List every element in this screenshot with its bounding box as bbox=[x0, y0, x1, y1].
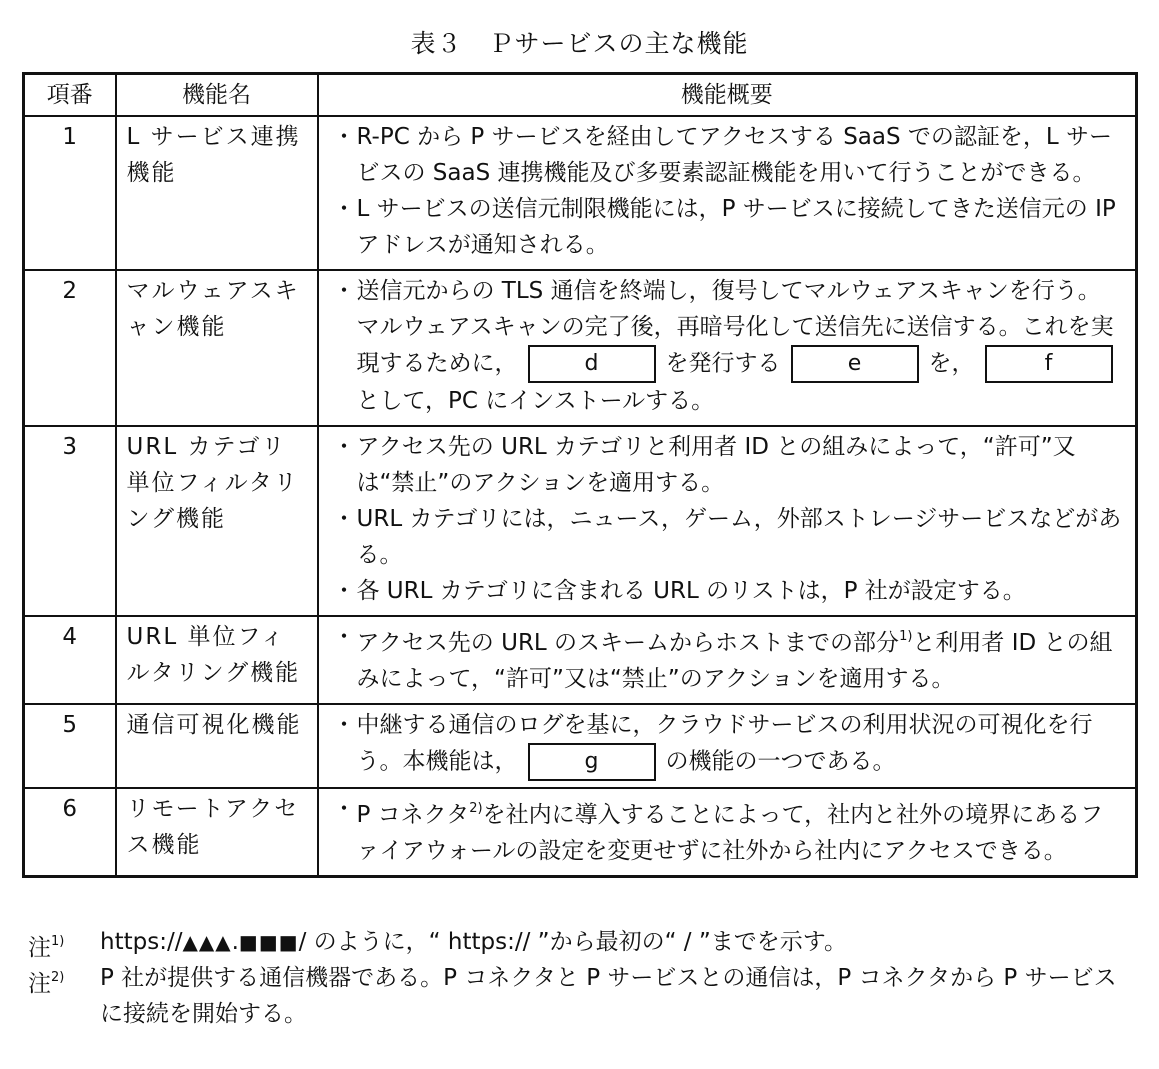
summary-text: URL カテゴリには，ニュース，ゲーム，外部ストレージサービスなどがある。 bbox=[356, 506, 1122, 568]
row-number: 3 bbox=[24, 426, 116, 616]
function-name: L サービス連携機能 bbox=[116, 116, 318, 270]
summary-item bbox=[333, 619, 1124, 697]
bullet-mark: ・ bbox=[332, 434, 356, 460]
function-name: リモートアクセス機能 bbox=[116, 788, 318, 877]
summary-item bbox=[333, 119, 1124, 191]
summary-item bbox=[333, 273, 1124, 419]
function-summary bbox=[318, 116, 1137, 270]
function-summary bbox=[318, 788, 1137, 877]
summary-text: を発行する bbox=[665, 350, 781, 377]
function-name: 通信可視化機能 bbox=[116, 704, 318, 788]
row-number: 1 bbox=[24, 116, 116, 270]
header-function-summary: 機能概要 bbox=[318, 74, 1137, 117]
footnote-text: P 社が提供する通信機器である。P コネクタと P サービスとの通信は，P コネクタから P サービスに接続を開始する。 bbox=[100, 965, 1117, 1027]
function-summary bbox=[318, 426, 1137, 616]
footnote-text: https:// bbox=[100, 929, 183, 955]
answer-blank-e: e bbox=[791, 345, 919, 383]
function-name: マルウェアスキャン機能 bbox=[116, 270, 318, 426]
header-function-name: 機能名 bbox=[116, 74, 318, 117]
summary-item bbox=[333, 791, 1124, 869]
answer-blank-f: f bbox=[985, 345, 1113, 383]
bullet-mark: ・ bbox=[332, 506, 356, 532]
square-placeholder: ■■■ bbox=[238, 930, 299, 954]
function-name: URL カテゴリ単位フィルタリング機能 bbox=[116, 426, 318, 616]
bullet-mark: ・ bbox=[332, 196, 356, 222]
summary-item bbox=[333, 501, 1124, 573]
summary-text: アクセス先の URL カテゴリと利用者 ID との組みによって，“許可”又は“禁止”のアクションを適用する。 bbox=[356, 434, 1076, 496]
row-number: 2 bbox=[24, 270, 116, 426]
answer-blank-d: d bbox=[528, 345, 656, 383]
footnote-number: 1) bbox=[51, 934, 65, 949]
footnote-text: . bbox=[231, 929, 239, 955]
table-header-row bbox=[24, 74, 1137, 117]
footnote-label: 注$^{2)}$ bbox=[28, 970, 65, 997]
footnote-text: / のように，“ https:// ”から最初の“ / ”までを示す。 bbox=[298, 929, 847, 955]
bullet-mark: ・ bbox=[332, 796, 356, 822]
summary-item bbox=[333, 429, 1124, 501]
footnote-label: 注$^{1)}$ bbox=[28, 934, 65, 961]
function-summary bbox=[318, 704, 1137, 788]
function-summary bbox=[318, 270, 1137, 426]
summary-text: アクセス先の URL のスキームからホストまでの部分 bbox=[356, 630, 900, 656]
summary-text: L サービスの送信元制限機能には，P サービスに接続してきた送信元の IP アドレスが通知される。 bbox=[356, 196, 1116, 258]
summary-text: として，PC にインストールする。 bbox=[356, 388, 715, 414]
footnotes bbox=[28, 924, 1138, 1032]
summary-text: の機能の一つである。 bbox=[665, 748, 896, 775]
summary-text: と利用者 ID との組みによって，“許可”又は“禁止”のアクションを適用する。 bbox=[356, 630, 1113, 692]
summary-item bbox=[333, 191, 1124, 263]
footnote-number: 2) bbox=[51, 970, 65, 985]
function-summary bbox=[318, 616, 1137, 704]
table-row bbox=[24, 616, 1137, 704]
answer-blank-g: g bbox=[528, 743, 656, 781]
footnote bbox=[28, 924, 1138, 960]
table-row bbox=[24, 704, 1137, 788]
summary-text: 送信元からの TLS 通信を終端し，復号してマルウェアスキャンを行う。マルウェアスキャンの完了後，再暗号化して送信先に送信する。これを実現するために， bbox=[356, 278, 1114, 377]
summary-text: 各 URL カテゴリに含まれる URL のリストは，P 社が設定する。 bbox=[356, 578, 1026, 604]
triangle-placeholder: ▲▲▲ bbox=[182, 930, 232, 954]
summary-item bbox=[333, 573, 1124, 609]
row-number: 5 bbox=[24, 704, 116, 788]
footnote bbox=[28, 960, 1138, 1032]
bullet-mark: ・ bbox=[332, 124, 356, 150]
table-row bbox=[24, 116, 1137, 270]
function-name: URL 単位フィルタリング機能 bbox=[116, 616, 318, 704]
footnote-ref: 1) bbox=[899, 629, 913, 644]
table-caption: 表３ Ｐサービスの主な機能 bbox=[410, 29, 749, 58]
bullet-mark: ・ bbox=[332, 578, 356, 604]
summary-text: P コネクタ bbox=[356, 802, 470, 828]
summary-text: R-PC から P サービスを経由してアクセスする SaaS での認証を，L サービスの SaaS 連携機能及び多要素認証機能を用いて行うことができる。 bbox=[356, 124, 1113, 186]
bullet-mark: ・ bbox=[332, 624, 356, 650]
table-row bbox=[24, 270, 1137, 426]
bullet-mark: ・ bbox=[332, 712, 356, 738]
row-number: 6 bbox=[24, 788, 116, 877]
table-row bbox=[24, 426, 1137, 616]
bullet-mark: ・ bbox=[332, 278, 356, 304]
header-number: 項番 bbox=[24, 74, 116, 117]
footnote-ref: 2) bbox=[469, 801, 483, 816]
function-table bbox=[22, 72, 1138, 878]
summary-text: 中継する通信のログを基に，クラウドサービスの利用状況の可視化を行う。本機能は， bbox=[356, 712, 1093, 775]
row-number: 4 bbox=[24, 616, 116, 704]
summary-item bbox=[333, 707, 1124, 781]
summary-text: を， bbox=[928, 350, 975, 377]
summary-text: を社内に導入することによって，社内と社外の境界にあるファイアウォールの設定を変更せずに社外から社内にアクセスできる。 bbox=[356, 802, 1104, 864]
table-row bbox=[24, 788, 1137, 877]
